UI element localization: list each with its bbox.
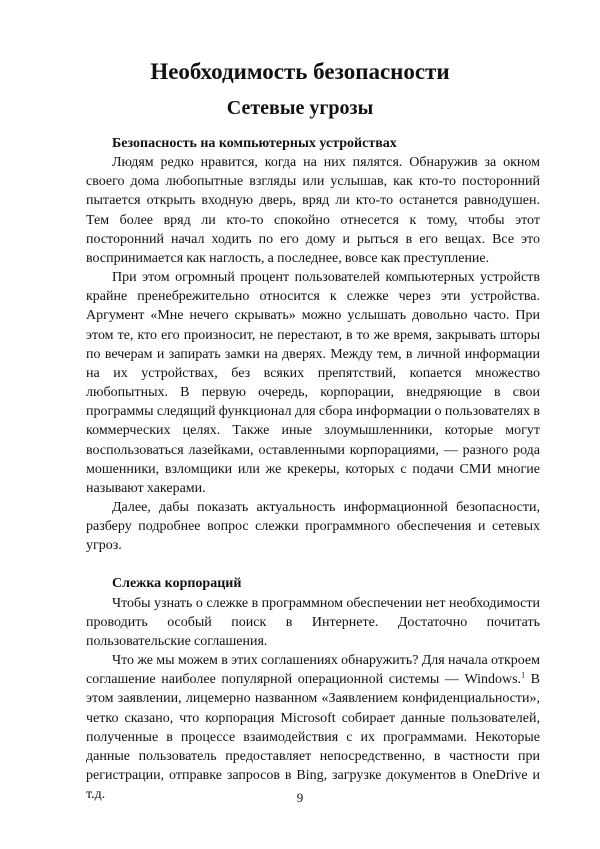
paragraph-text: Что же мы можем в этих соглашениях обнаружить? Для начала откроем соглашение наиболее популярной операционной системы — Windows. (86, 653, 540, 688)
document-body (86, 134, 540, 804)
footnote-reference[interactable]: 1 (521, 670, 526, 680)
page-subtitle: Сетевые угрозы (226, 97, 374, 119)
paragraph: При этом огромный процент пользователей компьютерных устройств крайне пренебрежительно относится к слежке через эти устройства. Аргумент «Мне нечего скрывать» можно услышать довольно часто. При этом те, кто его произносит, не перестают, в то же время, закрывать шторы по вечерам и запирать замки на дверях. Между тем, в личной информации на их устройствах, без всяких препятствий, копается множество любопытных. В первую очередь, корпорации, внедряющие в свои программы следящий функционал для сбора информации о пользователях в коммерческих целях. Также иные злоумышленники, которые могут воспользоваться лазейками, оставленными корпорациями, — разного рода мошенники, взломщики или же крекеры, которых с подачи СМИ многие называют хакерами. (86, 270, 540, 496)
paragraph: Людям редко нравится, когда на них пялятся. Обнаружив за окном своего дома любопытные взгляды или услышав, как кто-то посторонний пытается открыть входную дверь, вряд ли кто-то останется равнодушен. Тем более вряд ли кто-то спокойно отнесется к тому, чтобы этот посторонний начал ходить по его дому и рыться в его вещах. Все это воспринимается как наглость, а последнее, вовсе как преступление. (86, 155, 540, 266)
section-heading: Слежка корпораций (112, 576, 242, 592)
page-title: Необходимость безопасности (150, 59, 450, 84)
paragraph-text: В этом заявлении, лицемерно названном «Заявлением конфиденциальности», четко сказано, что корпорация Microsoft собирает данные пользователей, полученные в процессе взаимодействия с их программами. Некоторые данные пользователь предоставляет непосредственно, в частности при регистрации, отправке запросов в Bing, загрузке документов в OneDrive и т.д. (86, 672, 540, 803)
section-heading: Безопасность на компьютерных устройствах (112, 136, 397, 151)
paragraph: Далее, дабы показать актуальность информационной безопасности, разберу подробнее вопрос слежки программного обеспечения и сетевых угроз. (86, 499, 540, 554)
paragraph (86, 651, 540, 804)
paragraph: Чтобы узнать о слежке в программном обеспечении нет необходимости проводить особый поиск в Интернете. Достаточно почитать пользовательские соглашения. (86, 595, 540, 649)
page-number: 9 (296, 790, 304, 805)
